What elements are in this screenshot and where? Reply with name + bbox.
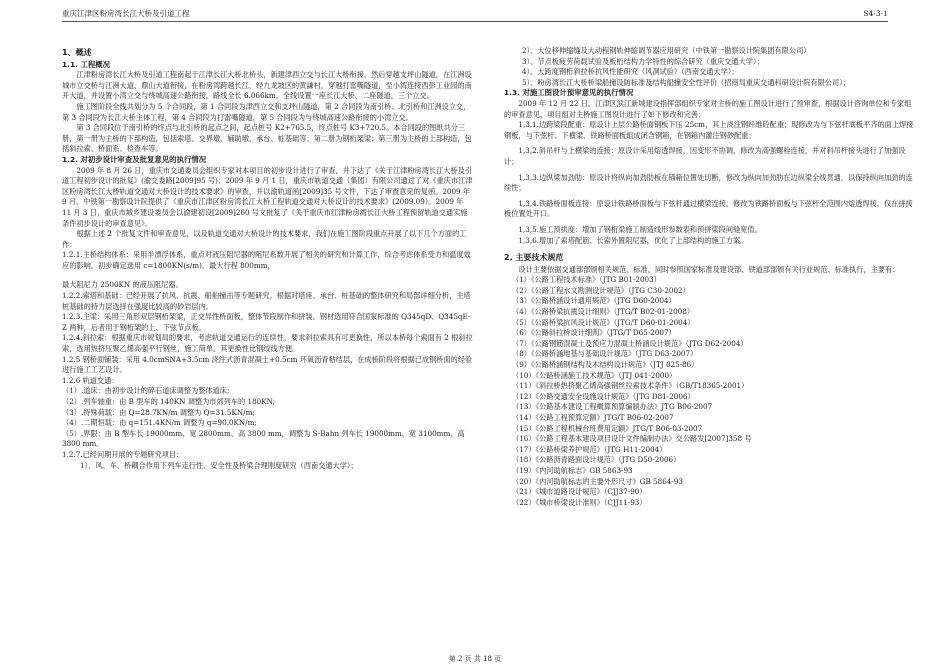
right-column — [504, 46, 916, 508]
paragraph-contract-sections: 施工图阶段全线共划分为 5 个合同段，第 1 合同段为津西立交和支坪山隧道，第 2 合同段为南引桥、北引桥和江洲设立交，第 3 合同段为长江大桥主体工程，第 4 合同段为打雷嘴隧道，第 5 合同段为与绕城高速公路衔接的小湾立交。 — [62, 101, 471, 122]
study-item-3: 3）、节点板疲劳荷载试验及板桁结构力学特性的综合研究（重庆交通大学）； — [522, 56, 764, 66]
study-item-1: 1）、风、车、桥耦合作用下列车走行性、安全性及桥梁合理刚度研究（西南交通大学）； — [80, 460, 358, 470]
item-rail-transit: 1.2.6 轨道交通： — [62, 375, 119, 385]
section-heading-overview: 1、概述 — [62, 48, 92, 57]
standard-item: （15）《公路工程机械台班费用定额》JTG/T B06-03-2007 — [512, 423, 703, 433]
rail-item-axle-load: （2）.列车轴重：由 B 型车的 140KN 调整为市郊列车的 180KN; — [62, 397, 276, 406]
revision-item-3: 1,3,3.边纵梁加劲肋：原设计将纵向加劲肋板在锚箱位置处切断，修改为纵向加劲肋在边纵梁全线贯通，以保持纵向加劲的连续性； — [504, 172, 913, 193]
standard-item: （18）《公路沥青路面设计规范》（JTG D50-2006） — [512, 455, 681, 465]
standard-item: （8）《公路桥涵地基与基础设计规范》（JTG D63-2007） — [512, 349, 698, 359]
standard-item: （13）《公路基本建设工程概算预算编制办法》JTG B06-2007 — [512, 402, 713, 412]
standard-item: （11）《斜拉桥热挤聚乙烯高强钢丝拉索技术条件》（GB/T18365-2001） — [512, 381, 749, 391]
heading-preliminary-review: 1.2. 对初步设计审查及批复意见的执行情况 — [62, 154, 207, 164]
revision-item-2: 1,3,2.斜吊杆与上横梁的连接：原设计采用熔透焊接，因变形不协调，修改为高强螺栓连接，并对斜吊杆接头进行了加强设计； — [504, 146, 906, 166]
spacer — [504, 246, 916, 251]
standard-item: （5）《公路桥梁抗风设计规范》（JTG/T D60-01-2004） — [512, 317, 695, 327]
section-heading-standards: 2. 主要技术规范 — [504, 253, 564, 263]
page-header — [62, 7, 888, 22]
standard-item: （9）《公路桥涵钢结构及木结构设计规范》（JTJ 025-86） — [512, 360, 699, 370]
spacer — [62, 271, 474, 280]
standard-item: （2）《公路工程水文勘测设计规范》（JTG C30-2002） — [512, 285, 690, 295]
paragraph-contract-3: 第 3 合同段位于南引桥的终点与北引桥的起点之间，起点桩号 K2+765.5，终点桩号 K3+720.5。本合同段的图纸共分三册，第一册为主桥的下部构造，包括索塔、交界墩、辅助墩、承台、桩基础等；第二册为钢桁架梁；第三册为主桥的上部构造，包括斜拉索、桥面系、检查车等。 — [62, 123, 472, 154]
item-stay-cables: 1.2.4.斜拉索：根据重庆市规划局的要求，考虑轨道交通运行的连续性，要求斜拉索具有可更换性，所以本桥每个索面有 2 根斜拉索，选用热挤压聚乙烯高强平行钢丝，施工简单，其更换性比钢绞线方便。 — [62, 333, 473, 354]
rail-item-track-bed: （1）.道床：由初步设计的碎石道床调整为整体道床; — [62, 386, 230, 396]
item-structural-system: 1.2.1.主桥结构体系：采用半漂浮体系，重点对液压阻尼器的阻尼系数开展了相关的研究和计算工作，综合考虑体系受力和温度效应的影响，初步确定选用 c=1800KN(s/m)，最大行程 800mm， — [62, 250, 471, 270]
study-item-5: 5）、粉房湾长江大桥桥梁船撞设防标准及结构船撞安全性评价（招商局重庆交通科研设计院有限公司）； — [522, 77, 851, 87]
header-drawing-number: S4-3-1 — [863, 9, 888, 18]
rail-item-clearance: （5）.界限：由 B 型车长 19000mm、宽 2800mm、高 3800 mm，调整为 S-Bahn 列车长 19000mm、宽 3100mm、高 3800 mm。 — [62, 428, 465, 449]
revision-item-4: 1,3,4.铁路桥面板连接：原设计铁路桥面板与下弦杆通过横梁连接，修改为铁路桥面板与下弦杆全范围内熔透焊接，仅在拼接板位置处开口。 — [504, 198, 913, 219]
revision-item-6: 1,3,6.增加了索塔配筋、长索外置阻尼器，优化了上部结构的施工方案。 — [518, 235, 748, 245]
standard-item: （4）《公路桥梁抗震设计细则》（JTG/T B02-01-2008） — [512, 307, 695, 317]
standard-item: （10）《公路桥涵施工技术规范》（JTJ 041-2000） — [512, 370, 677, 380]
standard-item: （6）《公路斜拉桥设计细则》（JTG/T D65-2007） — [512, 328, 676, 338]
paragraph-review-work: 根据上述 2 个批复文件和审查意见，以及轨道交通对大桥设计的技术要求，我们在施工图阶段重点开展了以下几个方面的工作： — [62, 229, 467, 249]
item-deck-paving: 1.2.5 钢桥面铺装：采用 4.0cmSNA+3.5cm 浇注式沥青混凝土+0.5cm 环氧沥青粘结层，在成桥阶段将根据已成钢桥面的经验进行施工工艺设计。 — [62, 354, 473, 375]
standard-item: （16）《公路工程基本建设项目设计文件编制办法》交公路发[2007]358 号 — [512, 434, 752, 444]
revision-item-5: 1,3,5.施工预拱度：增加了钢桁梁施工制造线形参数表和预拼梁段间缝宽值。 — [518, 224, 762, 234]
standard-item: （3）《公路桥涵设计通用规范》（JTG D60-2004） — [512, 296, 676, 306]
standard-item: （7）《公路钢筋混凝土及预应力混凝土桥涵设计规范》（JTG D62-2004） — [512, 338, 748, 348]
standard-item: （1）《公路工程技术标准》（JTG B01-2003） — [512, 275, 661, 285]
standard-item: （20）《内河助航标志的主要外形尺寸》GB 5864-93 — [512, 476, 683, 486]
item-pylon-foundation: 1.2.2.索塔和基础：已经开展了抗风、抗震、船舶撞击等专题研究。根据对塔座、承台、桩基础的整体研究和局部详细分析，主塔桩基础的持力层选择在强度比较高的砂岩层内。 — [62, 291, 471, 311]
study-item-2: 2）、大位移伸缩缝及大动程钢轨伸缩调节器应用研究（中铁第一勘察设计院集团有限公司） — [522, 46, 811, 55]
heading-project-overview: 1.1. 工程概况 — [62, 59, 111, 69]
paragraph-construction-review: 2009 年 12 月 22 日，江津区滨江新城建设指挥部组织专家对主桥的施工图设计进行了预审查，根据设计咨询单位和专家组的审查意见，项目组对主桥施工图设计进行了如下修改和完善： — [504, 98, 912, 119]
paragraph-project-route: 江津粉房湾长江大桥及引道工程南起于江津长江大桥北桥头，新建津西立交与长江大桥衔接，然后穿越支坪山隧道，在江洲设城市立交桥与江洲大道、鼎山大道衔接，在粉房湾跨越长江，经九龙坡区的黄謙村，穿越打雷嘴隧道，至小湾连接西彭工业园的南开大道，并设置小湾立交与绕城高速公路衔接，路线全长 6.066km。全线设置一座长江大桥，二座隧道，三个立交。 — [62, 70, 472, 101]
standard-item: （17）《公路桥梁养护规范》（JTG H11-2004） — [512, 444, 667, 454]
heading-construction-review: 1.3. 对施工图设计预审意见的执行情况 — [504, 88, 634, 98]
standard-item: （21）《城市道路设计规范》（CJJ37-90） — [512, 487, 647, 497]
header-project-title: 重庆江津区粉房湾长江大桥及引道工程 — [62, 9, 190, 18]
standard-item: （19）《内河助航标志》GB 5863-93 — [512, 465, 633, 475]
paragraph-standards-intro: 设计主要依据交通部部颁相关规范、标准，同时参照国家标准及建设部、铁道部部颁有关行业规范、标准执行，主要有： — [518, 264, 900, 274]
rail-item-dead-load: （4）.二期恒载：由 q=151.4KN/m 调整为 q=90.0KN/m; — [62, 418, 257, 428]
revision-item-1: 1,3,1.边跨梁段配重：原设计上层公路桥面钢板下压 25cm，其上浇注钢纤维砼配重；现修改为与下弦杆底板平齐的面上焊接钢板，与下弦杆、下横梁、铁路桥面板组成闭合钢箱，在钢箱内灌注钢砂配重； — [504, 120, 914, 140]
item-main-girder: 1.2.3.主梁：采用三角形双层钢桁架梁，正交异性桥面板，整体节段制作和拼装。钢材选用符合国家标准的 Q345qD、Q345qE-Z 两种，后者用于钢桁架的上、下弦节点板。 — [62, 312, 471, 332]
standard-item: （14）《公路工程预算定额》JTG/T B06-02-2007 — [512, 413, 674, 422]
standard-item: （22）《城市桥梁设计准则》（CJJ11-93） — [512, 497, 647, 507]
paragraph-review-history: 2009 年 8 月 26 日，重庆市交通委员会组织专家对本项目的初步设计进行了审查，并下达了《关于江津粉房湾长江大桥及引道工程初步设计的批复》(渝交委路[2009]95 号)；2009 年 9 月 1 日，重庆市轨道交通（集团）有限公司通过了对《重庆市江津区粉房湾长江大桥轨道交通对大桥设计的技术要求》的审查，并以渝轨道函[2009]35 号文件，下达了审查意见的复函。2009 年 9 月，中铁第一勘察设计院提供了《重庆市江津区粉房湾长江大桥工程轨道交通对大桥设计的技术要求》(2009.09）。2009 年 11 月 3 日，重庆市城乡建设委员会以渝建初设[2009]260 号文批复了《关于重庆市江津粉房湾长江大桥工程预留轨道交通实施条件初步设计的审查意见》。 — [62, 165, 473, 228]
item-special-studies: 1.2.7.已经问期开展的专题研究项目： — [62, 449, 184, 459]
standard-item: （12）《公路交通安全设施设计规范》（JTG D81-2006） — [512, 391, 695, 401]
left-column — [62, 46, 474, 471]
page-footer: 第 2 页 共 18 页 — [448, 655, 502, 663]
rail-item-special-load: （3）.特殊荷载：由 Q=28.7KN/m 调整为 Q=31.5KN/m; — [62, 407, 255, 417]
study-item-4: 4）、大跨度钢桁斜拉桥抗风性能研究（风洞试验）（西南交通大学）； — [522, 67, 739, 77]
item-damper-continued: 最大阻尼力 2500KN 的液压阻尼器。 — [62, 280, 183, 290]
